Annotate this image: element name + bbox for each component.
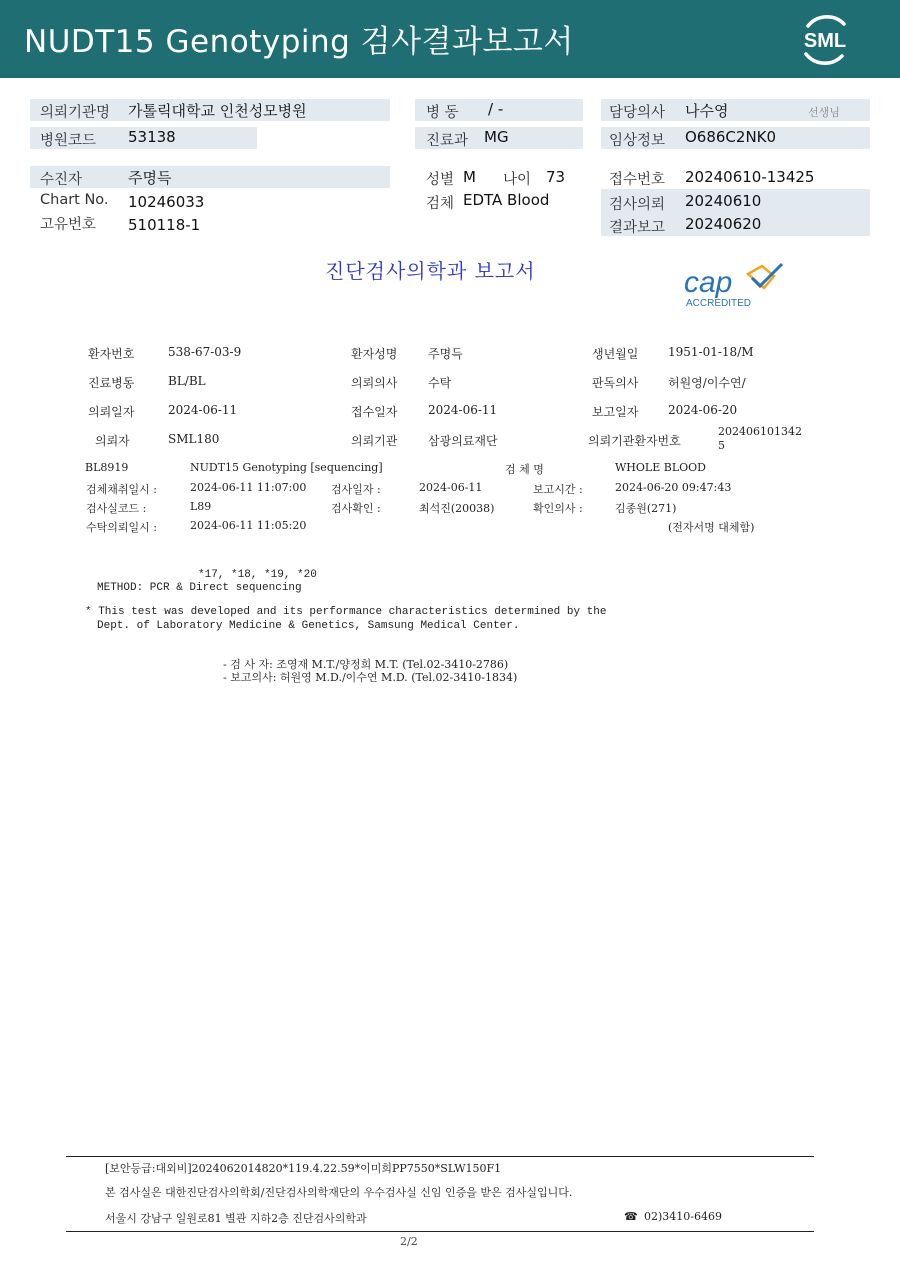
patient-label: 수진자 (40, 172, 83, 188)
r4-label-2: 의뢰기관 (351, 434, 398, 448)
req-inst-label: 의뢰기관명 (40, 105, 111, 121)
reporter-line: - 보고의사: 허원영 M.D./이수연 M.D. (Tel.02-3410-1834) (223, 671, 518, 684)
r1-label-2: 환자성명 (351, 347, 398, 361)
header-bar (0, 0, 900, 78)
r3-value-1: 2024-06-11 (168, 403, 238, 417)
ward-label: 병 동 (426, 105, 459, 121)
r2-value-3: 허원영/이수연/ (668, 376, 746, 390)
hosp-code-value: 53138 (128, 128, 176, 146)
note-line-2: Dept. of Laboratory Medicine & Genetics, Samsung Medical Center. (97, 620, 520, 632)
specimen-value: EDTA Blood (463, 191, 550, 209)
r1-label-1: 환자번호 (88, 347, 135, 361)
r2-label-2: 의뢰의사 (351, 376, 398, 390)
r1-value-3: 1951-01-18/M (668, 345, 754, 359)
doctor-suffix: 선생님 (808, 106, 840, 119)
test-req-value: 20240610 (685, 192, 762, 210)
cap-accredited-logo (682, 262, 792, 312)
report-time-value: 2024-06-20 09:47:43 (615, 481, 732, 494)
chart-value: 10246033 (128, 193, 205, 211)
r2-value-1: BL/BL (168, 374, 206, 388)
esign-note: (전자서명 대체함) (668, 521, 755, 534)
r4-label-3: 의뢰기관환자번호 (588, 434, 681, 448)
address-line: 서울시 강남구 일원로81 별관 지하2층 진단검사의학과 (105, 1212, 367, 1225)
r3-value-3: 2024-06-20 (668, 403, 738, 417)
clinical-label: 임상정보 (609, 133, 666, 149)
footer-divider-bottom (66, 1231, 814, 1232)
r1-value-1: 538-67-03-9 (168, 345, 242, 359)
report-time-label: 보고시간 : (533, 483, 583, 496)
security-line: [보안등급:대외비]2024062014820*119.4.22.59*이미희PP7550*SLW150F1 (105, 1162, 502, 1175)
r1-label-3: 생년월일 (592, 347, 639, 361)
sex-label: 성별 (426, 172, 455, 188)
r4-label-1: 의뢰자 (95, 434, 130, 448)
report-title: 진단검사의학과 보고서 (325, 259, 536, 283)
sml-logo (796, 12, 854, 68)
r4-value-1: SML180 (168, 432, 220, 446)
r2-label-3: 판독의사 (592, 376, 639, 390)
test-req-label: 검사의뢰 (609, 197, 666, 213)
outsource-time-value: 2024-06-11 11:05:20 (190, 519, 307, 532)
logo-text: SML (803, 30, 847, 52)
chart-label: Chart No. (40, 192, 109, 208)
confirm-doctor-value: 김종원(271) (615, 502, 677, 515)
ward-value: / - (488, 100, 504, 118)
hosp-code-label: 병원코드 (40, 133, 97, 149)
doctor-value: 나수영 (685, 102, 729, 120)
footer-divider-top (66, 1156, 814, 1157)
specimen-name-label: 검 체 명 (505, 463, 544, 476)
r2-value-2: 수탁 (428, 376, 452, 390)
lab-code-value: L89 (190, 500, 212, 513)
r4-value-2: 삼광의료재단 (428, 434, 498, 448)
test-name: NUDT15 Genotyping [sequencing] (190, 461, 383, 474)
dept-label: 진료과 (426, 133, 469, 149)
bar-patient (30, 166, 390, 188)
age-label: 나이 (503, 172, 532, 188)
clinical-value: O686C2NK0 (685, 128, 777, 146)
alleles-tested: *17, *18, *19, *20 (198, 569, 317, 581)
test-code: BL8919 (85, 461, 129, 474)
doctor-label: 담당의사 (609, 105, 666, 121)
test-confirm-label: 검사확인 : (331, 502, 381, 515)
collect-time-value: 2024-06-11 11:07:00 (190, 481, 307, 494)
page-number: 2/2 (400, 1235, 418, 1248)
cap-sub-text: ACCREDITED (686, 298, 752, 309)
uid-value: 510118-1 (128, 216, 201, 234)
page-title: NUDT15 Genotyping 검사결과보고서 (24, 24, 574, 60)
note-line-1: * This test was developed and its performance characteristics determined by the (85, 606, 607, 618)
result-label: 결과보고 (609, 220, 666, 236)
phone-number: 02)3410-6469 (644, 1210, 722, 1223)
tester-line: - 검 사 자: 조영재 M.T./양정희 M.T. (Tel.02-3410-2786) (223, 658, 509, 671)
r2-label-1: 진료병동 (88, 376, 135, 390)
outsource-time-label: 수탁의뢰일시 : (86, 521, 157, 534)
receipt-value: 20240610-13425 (685, 168, 815, 186)
r3-value-2: 2024-06-11 (428, 403, 498, 417)
test-date-label: 검사일자 : (331, 483, 381, 496)
result-value: 20240620 (685, 215, 762, 233)
uid-label: 고유번호 (40, 217, 97, 233)
r1-value-2: 주명득 (428, 347, 463, 361)
specimen-label: 검체 (426, 196, 455, 212)
cap-logo-text: cap (684, 266, 733, 299)
dept-value: MG (484, 128, 509, 146)
test-date-value: 2024-06-11 (419, 481, 483, 494)
r3-label-3: 보고일자 (592, 405, 639, 419)
method-line: METHOD: PCR & Direct sequencing (97, 582, 302, 594)
lab-code-label: 검사실코드 : (86, 502, 147, 515)
r3-label-2: 접수일자 (351, 405, 398, 419)
r3-label-1: 의뢰일자 (88, 405, 135, 419)
r4-value-3b: 5 (718, 439, 725, 452)
receipt-label: 접수번호 (609, 172, 666, 188)
age-value: 73 (546, 168, 566, 186)
test-confirm-value: 최석진(20038) (419, 502, 495, 515)
req-inst-value: 가톨릭대학교 인천성모병원 (128, 102, 307, 120)
cert-line: 본 검사실은 대한진단검사의학회/진단검사의학재단의 우수검사실 신임 인증을 받은 검사실입니다. (105, 1186, 573, 1199)
patient-value: 주명득 (128, 169, 172, 187)
sex-value: M (463, 168, 476, 186)
confirm-doctor-label: 확인의사 : (533, 502, 583, 515)
phone-icon: ☎ (624, 1210, 638, 1223)
r4-value-3a: 202406101342 (718, 425, 802, 438)
specimen-name-value: WHOLE BLOOD (615, 461, 706, 474)
collect-time-label: 검체채취일시 : (86, 483, 157, 496)
